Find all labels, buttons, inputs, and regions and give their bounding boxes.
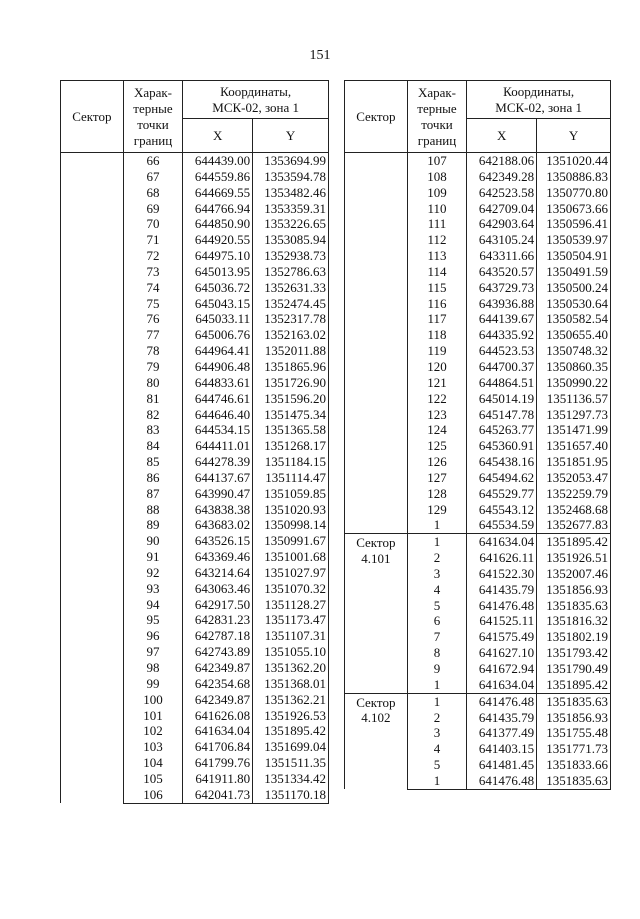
y-coordinate-cell: 1351699.04: [253, 739, 329, 755]
x-coordinate-cell: 642349.87: [183, 660, 253, 676]
y-coordinate-cell: 1353482.46: [253, 185, 329, 201]
y-coordinate-cell: 1351020.93: [253, 502, 329, 518]
point-number-cell: 76: [123, 311, 183, 327]
x-coordinate-cell: 644669.55: [183, 185, 253, 201]
x-coordinate-cell: 645263.77: [467, 422, 537, 438]
x-coordinate-cell: 645494.62: [467, 470, 537, 486]
x-coordinate-cell: 644906.48: [183, 359, 253, 375]
y-coordinate-cell: 1353694.99: [253, 153, 329, 169]
x-coordinate-cell: 644700.37: [467, 359, 537, 375]
x-coordinate-cell: 643105.24: [467, 232, 537, 248]
y-coordinate-cell: 1351114.47: [253, 470, 329, 486]
point-number-cell: 104: [123, 755, 183, 771]
point-number-cell: 126: [407, 454, 467, 470]
y-coordinate-cell: 1351865.96: [253, 359, 329, 375]
y-coordinate-cell: 1351362.21: [253, 692, 329, 708]
x-coordinate-cell: 644559.86: [183, 169, 253, 185]
point-number-cell: 86: [123, 470, 183, 486]
x-coordinate-cell: 642523.58: [467, 185, 537, 201]
x-coordinate-cell: 643936.88: [467, 296, 537, 312]
point-number-cell: 85: [123, 454, 183, 470]
y-coordinate-cell: 1351184.15: [253, 454, 329, 470]
point-number-cell: 99: [123, 676, 183, 692]
point-number-cell: 72: [123, 248, 183, 264]
point-number-cell: 73: [123, 264, 183, 280]
y-coordinate-cell: 1350990.22: [537, 375, 611, 391]
x-coordinate-cell: 643838.38: [183, 502, 253, 518]
y-coordinate-cell: 1351802.19: [537, 629, 611, 645]
y-coordinate-cell: 1351128.27: [253, 597, 329, 613]
y-coordinate-cell: 1351816.32: [537, 613, 611, 629]
x-coordinate-cell: 641525.11: [467, 613, 537, 629]
x-coordinate-cell: 641575.49: [467, 629, 537, 645]
y-coordinate-cell: 1351365.58: [253, 422, 329, 438]
point-number-cell: 1: [407, 677, 467, 693]
point-number-cell: 7: [407, 629, 467, 645]
point-number-cell: 69: [123, 201, 183, 217]
header-sector: Сектор: [345, 81, 408, 153]
y-coordinate-cell: 1351334.42: [253, 771, 329, 787]
x-coordinate-cell: 645014.19: [467, 391, 537, 407]
x-coordinate-cell: 641522.30: [467, 566, 537, 582]
header-y: Y: [253, 119, 329, 153]
x-coordinate-cell: 641706.84: [183, 739, 253, 755]
point-number-cell: 108: [407, 169, 467, 185]
y-coordinate-cell: 1351895.42: [537, 534, 611, 550]
header-x: X: [467, 119, 537, 153]
x-coordinate-cell: 645036.72: [183, 280, 253, 296]
point-number-cell: 83: [123, 422, 183, 438]
point-number-cell: 103: [123, 739, 183, 755]
y-coordinate-cell: 1351657.40: [537, 438, 611, 454]
point-number-cell: 94: [123, 597, 183, 613]
point-number-cell: 113: [407, 248, 467, 264]
point-number-cell: 124: [407, 422, 467, 438]
table-body-left: [61, 153, 329, 804]
y-coordinate-cell: 1351475.34: [253, 407, 329, 423]
x-coordinate-cell: 644746.61: [183, 391, 253, 407]
table-row: [345, 153, 611, 169]
x-coordinate-cell: 641435.79: [467, 582, 537, 598]
point-number-cell: 89: [123, 517, 183, 533]
x-coordinate-cell: 641476.48: [467, 598, 537, 614]
y-coordinate-cell: 1350998.14: [253, 517, 329, 533]
y-coordinate-cell: 1350655.40: [537, 327, 611, 343]
x-coordinate-cell: 642831.23: [183, 612, 253, 628]
y-coordinate-cell: 1351833.66: [537, 757, 611, 773]
y-coordinate-cell: 1350886.83: [537, 169, 611, 185]
point-number-cell: 70: [123, 216, 183, 232]
x-coordinate-cell: 645438.16: [467, 454, 537, 470]
x-coordinate-cell: 645006.76: [183, 327, 253, 343]
point-number-cell: 9: [407, 661, 467, 677]
y-coordinate-cell: 1352317.78: [253, 311, 329, 327]
x-coordinate-cell: 642354.68: [183, 676, 253, 692]
y-coordinate-cell: 1350860.35: [537, 359, 611, 375]
point-number-cell: 8: [407, 645, 467, 661]
x-coordinate-cell: 644920.55: [183, 232, 253, 248]
point-number-cell: 129: [407, 502, 467, 518]
point-number-cell: 71: [123, 232, 183, 248]
point-number-cell: 123: [407, 407, 467, 423]
x-coordinate-cell: 644975.10: [183, 248, 253, 264]
y-coordinate-cell: 1351107.31: [253, 628, 329, 644]
y-coordinate-cell: 1351070.32: [253, 581, 329, 597]
y-coordinate-cell: 1350491.59: [537, 264, 611, 280]
x-coordinate-cell: 643683.02: [183, 517, 253, 533]
point-number-cell: 127: [407, 470, 467, 486]
point-number-cell: 82: [123, 407, 183, 423]
x-coordinate-cell: 645529.77: [467, 486, 537, 502]
y-coordinate-cell: 1351268.17: [253, 438, 329, 454]
y-coordinate-cell: 1351059.85: [253, 486, 329, 502]
y-coordinate-cell: 1350673.66: [537, 201, 611, 217]
x-coordinate-cell: 644411.01: [183, 438, 253, 454]
y-coordinate-cell: 1352786.63: [253, 264, 329, 280]
table-row: [345, 693, 611, 709]
point-number-cell: 111: [407, 216, 467, 232]
point-number-cell: 84: [123, 438, 183, 454]
point-number-cell: 98: [123, 660, 183, 676]
point-number-cell: 118: [407, 327, 467, 343]
x-coordinate-cell: 643729.73: [467, 280, 537, 296]
point-number-cell: 3: [407, 566, 467, 582]
x-coordinate-cell: 641626.11: [467, 550, 537, 566]
point-number-cell: 67: [123, 169, 183, 185]
point-number-cell: 81: [123, 391, 183, 407]
sector-cell: Сектор 4.101: [345, 534, 408, 693]
x-coordinate-cell: 641911.80: [183, 771, 253, 787]
x-coordinate-cell: 641435.79: [467, 710, 537, 726]
point-number-cell: 4: [407, 582, 467, 598]
point-number-cell: 66: [123, 153, 183, 169]
y-coordinate-cell: 1352631.33: [253, 280, 329, 296]
y-coordinate-cell: 1351055.10: [253, 644, 329, 660]
y-coordinate-cell: 1351170.18: [253, 787, 329, 803]
y-coordinate-cell: 1350539.97: [537, 232, 611, 248]
y-coordinate-cell: 1351771.73: [537, 741, 611, 757]
x-coordinate-cell: 644534.15: [183, 422, 253, 438]
point-number-cell: 78: [123, 343, 183, 359]
coordinates-table-right: [344, 80, 611, 790]
x-coordinate-cell: 642917.50: [183, 597, 253, 613]
y-coordinate-cell: 1352011.88: [253, 343, 329, 359]
table-row: [345, 534, 611, 550]
point-number-cell: 79: [123, 359, 183, 375]
y-coordinate-cell: 1350770.80: [537, 185, 611, 201]
point-number-cell: 90: [123, 533, 183, 549]
y-coordinate-cell: 1351596.20: [253, 391, 329, 407]
header-x: X: [183, 119, 253, 153]
point-number-cell: 110: [407, 201, 467, 217]
x-coordinate-cell: 644850.90: [183, 216, 253, 232]
point-number-cell: 106: [123, 787, 183, 803]
x-coordinate-cell: 642188.06: [467, 153, 537, 169]
x-coordinate-cell: 641799.76: [183, 755, 253, 771]
point-number-cell: 105: [123, 771, 183, 787]
point-number-cell: 109: [407, 185, 467, 201]
x-coordinate-cell: 644335.92: [467, 327, 537, 343]
x-coordinate-cell: 645360.91: [467, 438, 537, 454]
y-coordinate-cell: 1351297.73: [537, 407, 611, 423]
point-number-cell: 5: [407, 757, 467, 773]
x-coordinate-cell: 645033.11: [183, 311, 253, 327]
y-coordinate-cell: 1352163.02: [253, 327, 329, 343]
x-coordinate-cell: 645013.95: [183, 264, 253, 280]
coordinates-table-left: [60, 80, 329, 804]
y-coordinate-cell: 1351511.35: [253, 755, 329, 771]
y-coordinate-cell: 1352474.45: [253, 296, 329, 312]
x-coordinate-cell: 645043.15: [183, 296, 253, 312]
sector-cell: [61, 153, 124, 804]
header-coordinates: Координаты, МСК-02, зона 1: [467, 81, 611, 119]
point-number-cell: 1: [407, 534, 467, 550]
x-coordinate-cell: 642041.73: [183, 787, 253, 803]
y-coordinate-cell: 1350596.41: [537, 216, 611, 232]
y-coordinate-cell: 1351368.01: [253, 676, 329, 692]
x-coordinate-cell: 641634.04: [467, 677, 537, 693]
x-coordinate-cell: 644137.67: [183, 470, 253, 486]
y-coordinate-cell: 1351856.93: [537, 582, 611, 598]
point-number-cell: 96: [123, 628, 183, 644]
point-number-cell: 4: [407, 741, 467, 757]
x-coordinate-cell: 644833.61: [183, 375, 253, 391]
point-number-cell: 100: [123, 692, 183, 708]
x-coordinate-cell: 644278.39: [183, 454, 253, 470]
point-number-cell: 119: [407, 343, 467, 359]
y-coordinate-cell: 1351755.48: [537, 725, 611, 741]
point-number-cell: 114: [407, 264, 467, 280]
x-coordinate-cell: 641476.48: [467, 773, 537, 789]
header-sector: Сектор: [61, 81, 124, 153]
point-number-cell: 107: [407, 153, 467, 169]
y-coordinate-cell: 1351471.99: [537, 422, 611, 438]
x-coordinate-cell: 641634.04: [467, 534, 537, 550]
sector-cell: [345, 153, 408, 534]
y-coordinate-cell: 1350530.64: [537, 296, 611, 312]
x-coordinate-cell: 644439.00: [183, 153, 253, 169]
table-row: [61, 153, 329, 169]
point-number-cell: 68: [123, 185, 183, 201]
y-coordinate-cell: 1352007.46: [537, 566, 611, 582]
point-number-cell: 75: [123, 296, 183, 312]
y-coordinate-cell: 1352677.83: [537, 517, 611, 533]
point-number-cell: 77: [123, 327, 183, 343]
y-coordinate-cell: 1353085.94: [253, 232, 329, 248]
x-coordinate-cell: 641476.48: [467, 693, 537, 709]
point-number-cell: 2: [407, 710, 467, 726]
header-boundary-points: Харак- терные точки границ: [407, 81, 467, 153]
point-number-cell: 97: [123, 644, 183, 660]
point-number-cell: 115: [407, 280, 467, 296]
point-number-cell: 121: [407, 375, 467, 391]
y-coordinate-cell: 1351926.51: [537, 550, 611, 566]
y-coordinate-cell: 1353594.78: [253, 169, 329, 185]
page-number: 151: [309, 48, 331, 63]
point-number-cell: 1: [407, 693, 467, 709]
x-coordinate-cell: 642349.28: [467, 169, 537, 185]
x-coordinate-cell: 641403.15: [467, 741, 537, 757]
y-coordinate-cell: 1350991.67: [253, 533, 329, 549]
point-number-cell: 1: [407, 773, 467, 789]
y-coordinate-cell: 1351726.90: [253, 375, 329, 391]
y-coordinate-cell: 1352053.47: [537, 470, 611, 486]
x-coordinate-cell: 641627.10: [467, 645, 537, 661]
header-boundary-points: Харак- терные точки границ: [123, 81, 183, 153]
sector-cell: Сектор 4.102: [345, 693, 408, 789]
y-coordinate-cell: 1351835.63: [537, 773, 611, 789]
y-coordinate-cell: 1351895.42: [253, 723, 329, 739]
x-coordinate-cell: 643214.64: [183, 565, 253, 581]
x-coordinate-cell: 641672.94: [467, 661, 537, 677]
y-coordinate-cell: 1351362.20: [253, 660, 329, 676]
point-number-cell: 122: [407, 391, 467, 407]
point-number-cell: 117: [407, 311, 467, 327]
x-coordinate-cell: 641377.49: [467, 725, 537, 741]
point-number-cell: 1: [407, 517, 467, 533]
point-number-cell: 112: [407, 232, 467, 248]
x-coordinate-cell: 643526.15: [183, 533, 253, 549]
x-coordinate-cell: 644139.67: [467, 311, 537, 327]
x-coordinate-cell: 644964.41: [183, 343, 253, 359]
table-body-right: [345, 153, 611, 790]
header-coordinates: Координаты, МСК-02, зона 1: [183, 81, 329, 119]
point-number-cell: 87: [123, 486, 183, 502]
point-number-cell: 125: [407, 438, 467, 454]
y-coordinate-cell: 1350748.32: [537, 343, 611, 359]
x-coordinate-cell: 645534.59: [467, 517, 537, 533]
y-coordinate-cell: 1352259.79: [537, 486, 611, 502]
point-number-cell: 5: [407, 598, 467, 614]
x-coordinate-cell: 643311.66: [467, 248, 537, 264]
x-coordinate-cell: 642787.18: [183, 628, 253, 644]
point-number-cell: 74: [123, 280, 183, 296]
x-coordinate-cell: 643063.46: [183, 581, 253, 597]
y-coordinate-cell: 1351835.63: [537, 598, 611, 614]
x-coordinate-cell: 642743.89: [183, 644, 253, 660]
x-coordinate-cell: 641481.45: [467, 757, 537, 773]
point-number-cell: 6: [407, 613, 467, 629]
y-coordinate-cell: 1351835.63: [537, 693, 611, 709]
x-coordinate-cell: 644646.40: [183, 407, 253, 423]
y-coordinate-cell: 1350504.91: [537, 248, 611, 264]
point-number-cell: 116: [407, 296, 467, 312]
y-coordinate-cell: 1353359.31: [253, 201, 329, 217]
y-coordinate-cell: 1351926.53: [253, 708, 329, 724]
y-coordinate-cell: 1351027.97: [253, 565, 329, 581]
point-number-cell: 92: [123, 565, 183, 581]
y-coordinate-cell: 1351793.42: [537, 645, 611, 661]
y-coordinate-cell: 1351173.47: [253, 612, 329, 628]
point-number-cell: 120: [407, 359, 467, 375]
point-number-cell: 3: [407, 725, 467, 741]
x-coordinate-cell: 645543.12: [467, 502, 537, 518]
y-coordinate-cell: 1353226.65: [253, 216, 329, 232]
x-coordinate-cell: 642709.04: [467, 201, 537, 217]
point-number-cell: 80: [123, 375, 183, 391]
x-coordinate-cell: 644766.94: [183, 201, 253, 217]
x-coordinate-cell: 643520.57: [467, 264, 537, 280]
x-coordinate-cell: 645147.78: [467, 407, 537, 423]
point-number-cell: 91: [123, 549, 183, 565]
point-number-cell: 101: [123, 708, 183, 724]
y-coordinate-cell: 1351790.49: [537, 661, 611, 677]
y-coordinate-cell: 1351851.95: [537, 454, 611, 470]
y-coordinate-cell: 1351856.93: [537, 710, 611, 726]
x-coordinate-cell: 643990.47: [183, 486, 253, 502]
point-number-cell: 2: [407, 550, 467, 566]
x-coordinate-cell: 644523.53: [467, 343, 537, 359]
y-coordinate-cell: 1350582.54: [537, 311, 611, 327]
header-y: Y: [537, 119, 611, 153]
point-number-cell: 88: [123, 502, 183, 518]
x-coordinate-cell: 643369.46: [183, 549, 253, 565]
x-coordinate-cell: 642903.64: [467, 216, 537, 232]
y-coordinate-cell: 1351136.57: [537, 391, 611, 407]
y-coordinate-cell: 1350500.24: [537, 280, 611, 296]
y-coordinate-cell: 1352938.73: [253, 248, 329, 264]
x-coordinate-cell: 641626.08: [183, 708, 253, 724]
point-number-cell: 93: [123, 581, 183, 597]
y-coordinate-cell: 1351020.44: [537, 153, 611, 169]
x-coordinate-cell: 644864.51: [467, 375, 537, 391]
y-coordinate-cell: 1351001.68: [253, 549, 329, 565]
x-coordinate-cell: 642349.87: [183, 692, 253, 708]
y-coordinate-cell: 1351895.42: [537, 677, 611, 693]
point-number-cell: 128: [407, 486, 467, 502]
point-number-cell: 95: [123, 612, 183, 628]
y-coordinate-cell: 1352468.68: [537, 502, 611, 518]
x-coordinate-cell: 641634.04: [183, 723, 253, 739]
point-number-cell: 102: [123, 723, 183, 739]
